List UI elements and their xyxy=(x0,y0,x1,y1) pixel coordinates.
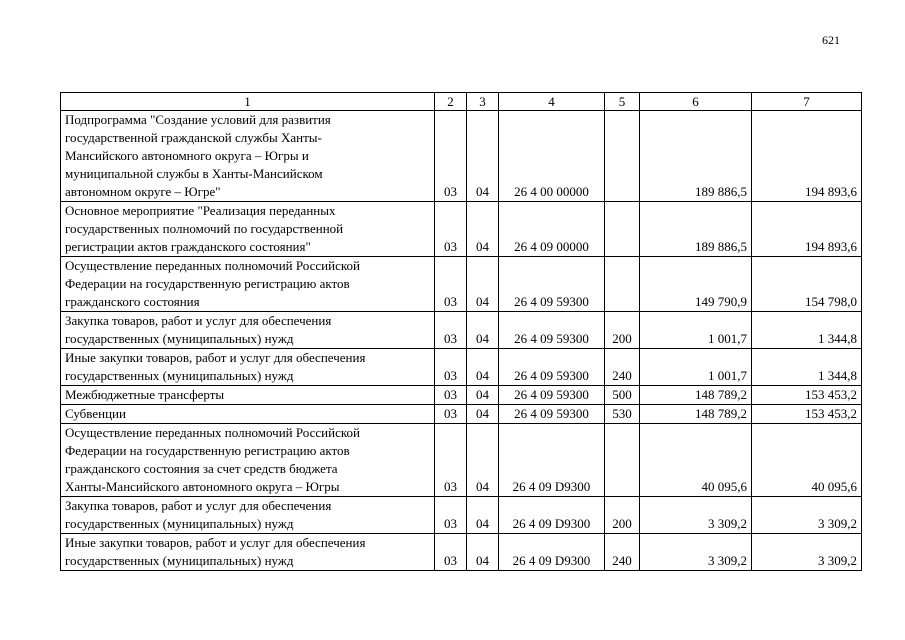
row-target-article-cell: 26 4 09 D9300 xyxy=(499,424,605,497)
row-section-cell: 03 xyxy=(435,202,467,257)
table-row xyxy=(61,405,862,424)
row-name-cell xyxy=(61,405,435,424)
row-name-cell xyxy=(61,257,435,312)
column-header: 7 xyxy=(752,93,862,111)
row-expense-type-cell: 240 xyxy=(605,534,640,571)
row-amount-col7-cell: 194 893,6 xyxy=(752,202,862,257)
row-amount-col6-cell: 3 309,2 xyxy=(640,497,752,534)
row-amount-col6-cell: 189 886,5 xyxy=(640,202,752,257)
row-section-cell: 03 xyxy=(435,497,467,534)
row-expense-type-cell: 200 xyxy=(605,497,640,534)
budget-table xyxy=(60,92,862,571)
table-row xyxy=(61,349,862,386)
row-name-cell xyxy=(61,202,435,257)
row-amount-col6-cell: 148 789,2 xyxy=(640,386,752,405)
row-target-article-cell: 26 4 09 59300 xyxy=(499,405,605,424)
row-amount-col7-cell: 153 453,2 xyxy=(752,386,862,405)
row-target-article-cell: 26 4 09 00000 xyxy=(499,202,605,257)
row-name-text: Иные закупки товаров, работ и услуг для обеспечения государственных (муниципальных) нужд xyxy=(65,535,366,568)
row-target-article-cell: 26 4 09 59300 xyxy=(499,349,605,386)
column-header: 5 xyxy=(605,93,640,111)
row-amount-col7-cell: 40 095,6 xyxy=(752,424,862,497)
row-target-article-cell: 26 4 09 59300 xyxy=(499,312,605,349)
row-amount-col7-cell: 1 344,8 xyxy=(752,349,862,386)
page-number: 621 xyxy=(822,33,840,47)
table-row xyxy=(61,534,862,571)
table-row xyxy=(61,202,862,257)
row-subsection-cell: 04 xyxy=(467,497,499,534)
row-name-text: Подпрограмма "Создание условий для развития государственной гражданской службы Ханты- Мансийского автономного округа – Югры и муниципальной службы в Ханты-Мансийском автономном округе – Югре" xyxy=(65,112,331,199)
row-subsection-cell: 04 xyxy=(467,405,499,424)
row-subsection-cell: 04 xyxy=(467,424,499,497)
row-target-article-cell: 26 4 09 D9300 xyxy=(499,497,605,534)
column-header: 1 xyxy=(61,93,435,111)
row-target-article-cell: 26 4 09 59300 xyxy=(499,257,605,312)
row-subsection-cell: 04 xyxy=(467,312,499,349)
table-row xyxy=(61,424,862,497)
row-name-cell xyxy=(61,497,435,534)
row-name-text: Осуществление переданных полномочий Российской Федерации на государственную регистрацию актов гражданского состояния за счет средств бюджета Ханты-Мансийского автономного округа – Югры xyxy=(65,425,360,494)
table-row xyxy=(61,312,862,349)
row-amount-col7-cell: 3 309,2 xyxy=(752,534,862,571)
row-amount-col7-cell: 154 798,0 xyxy=(752,257,862,312)
row-section-cell: 03 xyxy=(435,257,467,312)
row-name-text: Субвенции xyxy=(65,406,126,421)
column-header: 6 xyxy=(640,93,752,111)
row-expense-type-cell: 500 xyxy=(605,386,640,405)
row-expense-type-cell: 240 xyxy=(605,349,640,386)
row-amount-col7-cell: 1 344,8 xyxy=(752,312,862,349)
table-row xyxy=(61,111,862,202)
row-amount-col6-cell: 40 095,6 xyxy=(640,424,752,497)
row-name-text: Иные закупки товаров, работ и услуг для обеспечения государственных (муниципальных) нужд xyxy=(65,350,366,383)
row-amount-col6-cell: 149 790,9 xyxy=(640,257,752,312)
row-section-cell: 03 xyxy=(435,405,467,424)
column-header: 2 xyxy=(435,93,467,111)
row-subsection-cell: 04 xyxy=(467,349,499,386)
row-amount-col7-cell: 194 893,6 xyxy=(752,111,862,202)
row-target-article-cell: 26 4 09 59300 xyxy=(499,386,605,405)
row-name-text: Межбюджетные трансферты xyxy=(65,387,225,402)
row-section-cell: 03 xyxy=(435,349,467,386)
row-amount-col6-cell: 3 309,2 xyxy=(640,534,752,571)
row-subsection-cell: 04 xyxy=(467,202,499,257)
row-name-text: Закупка товаров, работ и услуг для обеспечения государственных (муниципальных) нужд xyxy=(65,313,332,346)
column-header: 4 xyxy=(499,93,605,111)
row-amount-col6-cell: 189 886,5 xyxy=(640,111,752,202)
row-name-cell xyxy=(61,534,435,571)
row-section-cell: 03 xyxy=(435,312,467,349)
row-target-article-cell: 26 4 09 D9300 xyxy=(499,534,605,571)
row-expense-type-cell xyxy=(605,202,640,257)
row-amount-col7-cell: 3 309,2 xyxy=(752,497,862,534)
table-row xyxy=(61,257,862,312)
row-expense-type-cell xyxy=(605,111,640,202)
table-row xyxy=(61,497,862,534)
row-expense-type-cell xyxy=(605,257,640,312)
row-name-cell xyxy=(61,424,435,497)
row-amount-col6-cell: 1 001,7 xyxy=(640,349,752,386)
row-subsection-cell: 04 xyxy=(467,386,499,405)
row-name-cell xyxy=(61,349,435,386)
row-amount-col6-cell: 1 001,7 xyxy=(640,312,752,349)
table-row xyxy=(61,386,862,405)
row-name-text: Основное мероприятие "Реализация переданных государственных полномочий по государственной регистрации актов гражданского состояния" xyxy=(65,203,344,254)
row-name-text: Осуществление переданных полномочий Российской Федерации на государственную регистрацию актов гражданского состояния xyxy=(65,258,360,309)
row-name-cell xyxy=(61,386,435,405)
row-expense-type-cell: 200 xyxy=(605,312,640,349)
row-name-text: Закупка товаров, работ и услуг для обеспечения государственных (муниципальных) нужд xyxy=(65,498,332,531)
row-subsection-cell: 04 xyxy=(467,257,499,312)
row-amount-col7-cell: 153 453,2 xyxy=(752,405,862,424)
row-section-cell: 03 xyxy=(435,386,467,405)
column-header: 3 xyxy=(467,93,499,111)
table-header-row xyxy=(61,93,862,111)
row-name-cell xyxy=(61,312,435,349)
row-expense-type-cell xyxy=(605,424,640,497)
row-subsection-cell: 04 xyxy=(467,534,499,571)
row-section-cell: 03 xyxy=(435,534,467,571)
row-target-article-cell: 26 4 00 00000 xyxy=(499,111,605,202)
row-name-cell xyxy=(61,111,435,202)
row-expense-type-cell: 530 xyxy=(605,405,640,424)
row-amount-col6-cell: 148 789,2 xyxy=(640,405,752,424)
row-section-cell: 03 xyxy=(435,424,467,497)
row-section-cell: 03 xyxy=(435,111,467,202)
row-subsection-cell: 04 xyxy=(467,111,499,202)
